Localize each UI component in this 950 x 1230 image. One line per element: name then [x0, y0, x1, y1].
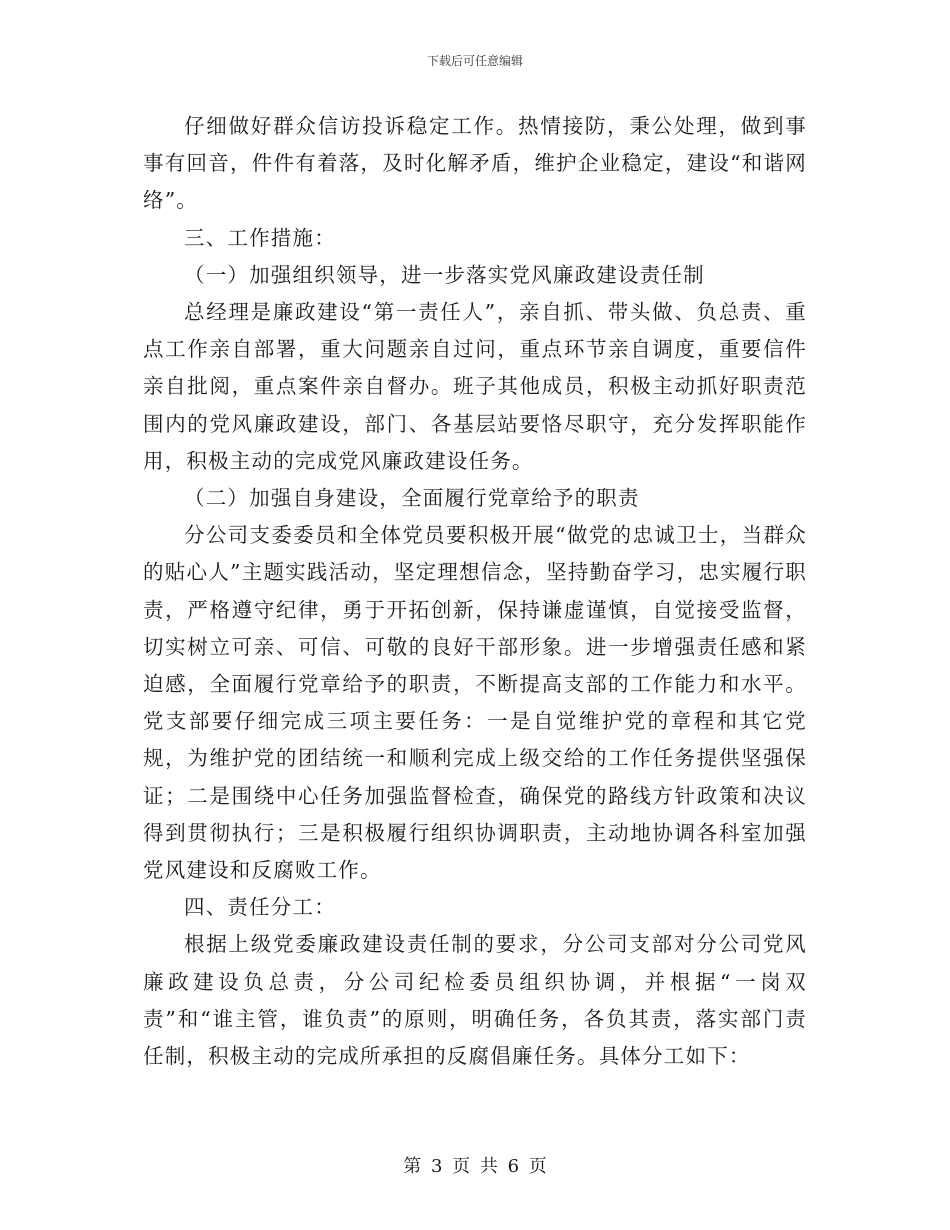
- paragraph-general-manager: 总经理是廉政建设“第一责任人”，亲自抓、带头做、负总责、重点工作亲自部署，重大问题亲自过问，重点环节亲自调度，重要信件亲自批阅，重点案件亲自督办。班子其他成员，积极主动抓好职责范围内的党风廉政建设，部门、各基层站要恪尽职守，充分发挥职能作用，积极主动的完成党风廉政建设任务。: [143, 300, 807, 473]
- document-body: [143, 108, 807, 1075]
- paragraph-petition-work: 仔细做好群众信访投诉稳定工作。热情接防，秉公处理，做到事事有回音，件件有着落，及时化解矛盾，维护企业稳定，建设“和谐网络”。: [143, 114, 807, 213]
- section-heading-responsibility: 四、责任分工：: [184, 895, 336, 920]
- subsection-heading-leadership: （一）加强组织领导，进一步落实党风廉政建设责任制: [184, 262, 705, 287]
- page-number: 第 3 页 共 6 页: [403, 1156, 547, 1177]
- paragraph-division-of-labor: 根据上级党委廉政建设责任制的要求，分公司支部对分公司党风廉政建设负总责，分公司纪检委员组织协调，并根据“一岗双责”和“谁主管，谁负责”的原则，明确任务，各负其责，落实部门责任制，积极主动的完成所承担的反腐倡廉任务。具体分工如下：: [143, 932, 807, 1069]
- paragraph-party-members: 分公司支委委员和全体党员要积极开展“做党的忠诚卫士，当群众的贴心人”主题实践活动，坚定理想信念，坚持勤奋学习，忠实履行职责，严格遵守纪律，勇于开拓创新，保持谦虚谨慎，自觉接受监督，切实树立可亲、可信、可敬的良好干部形象。进一步增强责任感和紧迫感，全面履行党章给予的职责，不断提高支部的工作能力和水平。党支部要仔细完成三项主要任务：一是自觉维护党的章程和其它党规，为维护党的团结统一和顺利完成上级交给的工作任务提供坚强保证；二是围绕中心任务加强监督检查，确保党的路线方针政策和决议得到贯彻执行；三是积极履行组织协调职责，主动地协调各科室加强党风建设和反腐败工作。: [143, 523, 807, 883]
- page-header: 下载后可任意编辑: [426, 54, 523, 68]
- section-heading-measures: 三、工作措施：: [184, 225, 336, 250]
- subsection-heading-self-building: （二）加强自身建设，全面履行党章给予的职责: [184, 486, 640, 511]
